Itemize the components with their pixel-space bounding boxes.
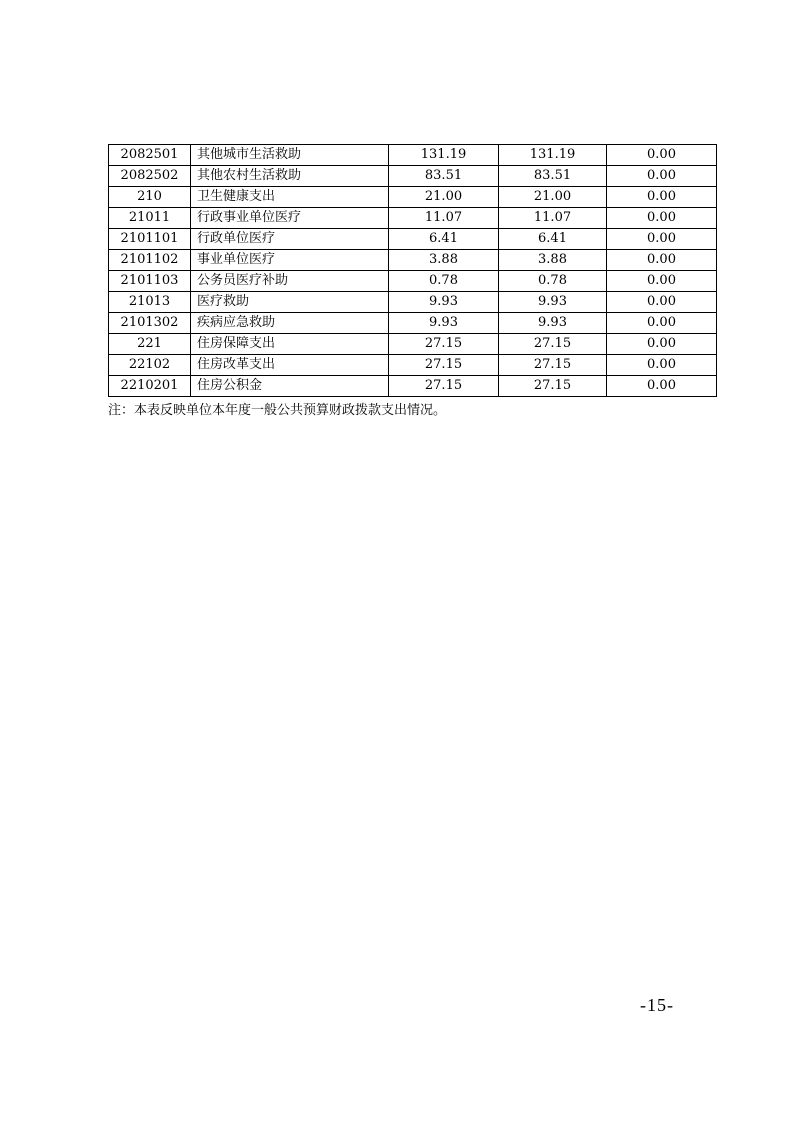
- account-name-cell: 行政事业单位医疗: [191, 208, 389, 229]
- project-expenditure-cell: 0.00: [607, 250, 717, 271]
- account-name-cell: 住房公积金: [191, 376, 389, 397]
- account-name-cell: 住房保障支出: [191, 334, 389, 355]
- project-expenditure-cell: 0.00: [607, 145, 717, 166]
- total-amount-cell: 0.78: [389, 271, 499, 292]
- table-row: [109, 271, 717, 292]
- basic-expenditure-cell: 131.19: [499, 145, 607, 166]
- account-code-cell: 2101101: [109, 229, 191, 250]
- total-amount-cell: 27.15: [389, 334, 499, 355]
- account-code-cell: 2082501: [109, 145, 191, 166]
- account-name-cell: 行政单位医疗: [191, 229, 389, 250]
- account-name-cell: 住房改革支出: [191, 355, 389, 376]
- table-row: [109, 229, 717, 250]
- account-name-cell: 疾病应急救助: [191, 313, 389, 334]
- project-expenditure-cell: 0.00: [607, 208, 717, 229]
- total-amount-cell: 9.93: [389, 292, 499, 313]
- project-expenditure-cell: 0.00: [607, 376, 717, 397]
- project-expenditure-cell: 0.00: [607, 229, 717, 250]
- basic-expenditure-cell: 21.00: [499, 187, 607, 208]
- basic-expenditure-cell: 9.93: [499, 292, 607, 313]
- account-code-cell: 2101102: [109, 250, 191, 271]
- total-amount-cell: 83.51: [389, 166, 499, 187]
- basic-expenditure-cell: 27.15: [499, 334, 607, 355]
- account-name-cell: 事业单位医疗: [191, 250, 389, 271]
- account-code-cell: 2101103: [109, 271, 191, 292]
- project-expenditure-cell: 0.00: [607, 355, 717, 376]
- account-code-cell: 21011: [109, 208, 191, 229]
- account-code-cell: 221: [109, 334, 191, 355]
- budget-expenditure-table: [108, 144, 717, 397]
- project-expenditure-cell: 0.00: [607, 313, 717, 334]
- table-note: 注：本表反映单位本年度一般公共预算财政拨款支出情况。: [108, 403, 447, 418]
- table-row: [109, 187, 717, 208]
- total-amount-cell: 6.41: [389, 229, 499, 250]
- account-code-cell: 2082502: [109, 166, 191, 187]
- total-amount-cell: 11.07: [389, 208, 499, 229]
- basic-expenditure-cell: 6.41: [499, 229, 607, 250]
- account-code-cell: 21013: [109, 292, 191, 313]
- account-name-cell: 其他农村生活救助: [191, 166, 389, 187]
- project-expenditure-cell: 0.00: [607, 292, 717, 313]
- account-code-cell: 22102: [109, 355, 191, 376]
- project-expenditure-cell: 0.00: [607, 166, 717, 187]
- account-name-cell: 公务员医疗补助: [191, 271, 389, 292]
- total-amount-cell: 27.15: [389, 376, 499, 397]
- total-amount-cell: 21.00: [389, 187, 499, 208]
- page-number: -15-: [640, 995, 674, 1015]
- total-amount-cell: 9.93: [389, 313, 499, 334]
- basic-expenditure-cell: 27.15: [499, 355, 607, 376]
- table-row: [109, 355, 717, 376]
- project-expenditure-cell: 0.00: [607, 334, 717, 355]
- table-row: [109, 292, 717, 313]
- table-row: [109, 376, 717, 397]
- table-row: [109, 166, 717, 187]
- basic-expenditure-cell: 9.93: [499, 313, 607, 334]
- basic-expenditure-cell: 11.07: [499, 208, 607, 229]
- account-code-cell: 2101302: [109, 313, 191, 334]
- account-code-cell: 2210201: [109, 376, 191, 397]
- total-amount-cell: 3.88: [389, 250, 499, 271]
- account-code-cell: 210: [109, 187, 191, 208]
- basic-expenditure-cell: 27.15: [499, 376, 607, 397]
- table-row: [109, 250, 717, 271]
- basic-expenditure-cell: 83.51: [499, 166, 607, 187]
- account-name-cell: 其他城市生活救助: [191, 145, 389, 166]
- table-row: [109, 208, 717, 229]
- account-name-cell: 医疗救助: [191, 292, 389, 313]
- basic-expenditure-cell: 0.78: [499, 271, 607, 292]
- table-body: [109, 145, 717, 397]
- total-amount-cell: 131.19: [389, 145, 499, 166]
- table-row: [109, 334, 717, 355]
- total-amount-cell: 27.15: [389, 355, 499, 376]
- project-expenditure-cell: 0.00: [607, 187, 717, 208]
- table-row: [109, 313, 717, 334]
- project-expenditure-cell: 0.00: [607, 271, 717, 292]
- account-name-cell: 卫生健康支出: [191, 187, 389, 208]
- basic-expenditure-cell: 3.88: [499, 250, 607, 271]
- table-row: [109, 145, 717, 166]
